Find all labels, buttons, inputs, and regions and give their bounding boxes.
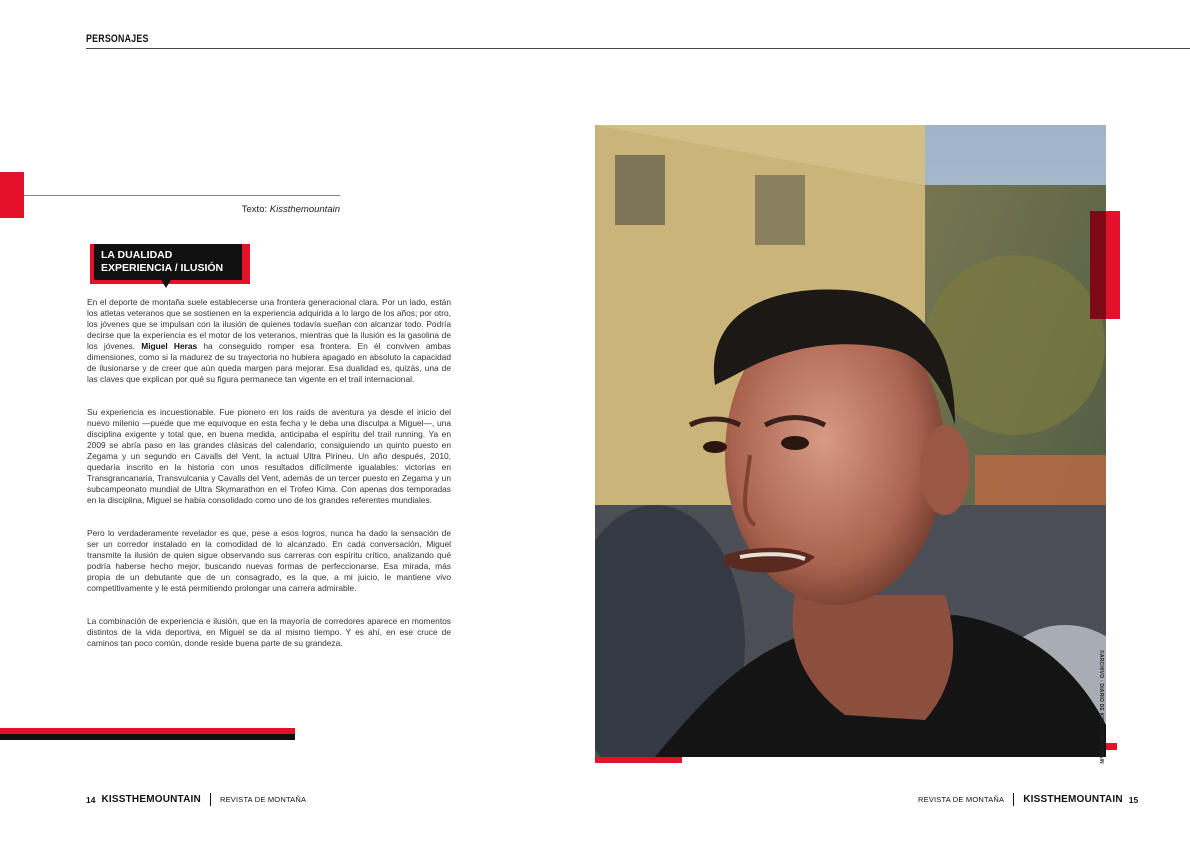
decorative-bar-black [0, 734, 295, 740]
portrait-photo [595, 125, 1106, 757]
photo-red-underline [595, 757, 682, 763]
heading-line-2: EXPERIENCIA / ILUSIÓN [101, 262, 224, 274]
footer-brand-left: KISSTHEMOUNTAIN [101, 794, 201, 805]
footer-magazine-right: REVISTA DE MONTAÑA [918, 795, 1005, 804]
top-rule [86, 48, 1190, 49]
portrait-illustration [595, 125, 1106, 757]
paragraph-3: Pero lo verdaderamente revelador es que, pese a esos logros, nunca ha dado la sensación de ser un corredor instalado en la comodidad de lo alcanzado. En cada conversación, Miguel transmite la ilusión de quien sigue observando sus carreras con espíritu crítico, analizando qué podría haberse hecho mejor, buscando nuevas formas de perfeccionarse. Esa mirada, más propia de un debutante que de un consagrado, es la que, a mi juicio, le mantiene vivo competitivamente y le está permitiendo prolongar una carrera admirable. [87, 528, 451, 593]
page-number-right: 15 [1128, 794, 1139, 805]
footer-right [918, 793, 1138, 806]
footer-magazine-left: REVISTA DE MONTAÑA [219, 795, 307, 804]
athlete-name: Miguel Heras [141, 341, 198, 351]
footer-divider [1013, 793, 1014, 806]
red-accent-tab-right [1090, 211, 1120, 319]
byline-rule [24, 195, 340, 196]
heading-box [94, 244, 242, 280]
article-body [87, 297, 451, 671]
footer-brand-right: KISSTHEMOUNTAIN [1023, 794, 1123, 805]
heading-line-1: LA DUALIDAD [101, 249, 173, 261]
paragraph-2: Su experiencia es incuestionable. Fue pionero en los raids de aventura ya desde el inicio del nuevo milenio —puede que me equivoque en esta fecha y le deba una disculpa a Miguel—, una disciplina exigente y total que, en buena medida, anticipaba el espíritu del trail running. Ya en 2009 se abría paso en las grandes clásicas del calendario, consiguiendo un quinto puesto en Zegama y un segundo en Cavalls del Vent, la actual Ultra Pirineu. Un año después, 2010, quedaría inscrito en la historia con unos resultados difícilmente igualables: victorias en Transgrancanaria, Transvulcania y Cavalls del Vent, además de un tercer puesto en Zegama y un subcampeonato mundial de Ultra Skymarathon en el Trofeo Kima. Con apenas dos temporadas en la disciplina, Miguel se había consolidado como uno de los grandes referentes mundiales. [87, 407, 451, 505]
footer-divider [210, 793, 211, 806]
photo-red-corner [1106, 743, 1117, 750]
paragraph-4: La combinación de experiencia e ilusión, que en la mayoría de corredores aparece en momentos distintos de la vida deportiva, en Miguel se da al mismo tiempo. Y es ahí, en ese cruce de caminos tan poco común, donde reside buena parte de su grandeza. [87, 616, 451, 648]
byline-author: Kissthemountain [269, 204, 340, 215]
page-number-left: 14 [86, 794, 96, 805]
section-label: PERSONAJES [86, 33, 149, 45]
footer-left [86, 793, 306, 806]
red-accent-tab-left [0, 172, 24, 218]
paragraph-1: En el deporte de montaña suele establecerse una frontera generacional clara. Por un lado, están los atletas veteranos que se sostienen en la experiencia adquirida a lo largo de los años; por otro, los jóvenes que se impulsan con la ilusión de quienes todavía sueñan con alcanzar todo. Podría decirse que la experiencia es el motor de los veteranos, mientras que la ilusión es la gasolina de los jóvenes. Miguel Heras ha conseguido romper esa frontera. En él conviven ambas dimensiones, como si la madurez de su trayectoria no hubiera apagado en absoluto la capacidad de ilusionarse y de creer que aún queda margen para mejorar. Esa dualidad es, quizás, una de las claves que explican por qué su figura permanece tan vigente en el trail internacional. [87, 297, 451, 384]
byline [200, 204, 340, 215]
photo-credit: ©ARCHIVO · DIARIO DE KISSTHEMOUNTAIN [1098, 650, 1104, 764]
speech-pointer-icon [160, 278, 172, 288]
byline-prefix: Texto: [241, 204, 268, 215]
